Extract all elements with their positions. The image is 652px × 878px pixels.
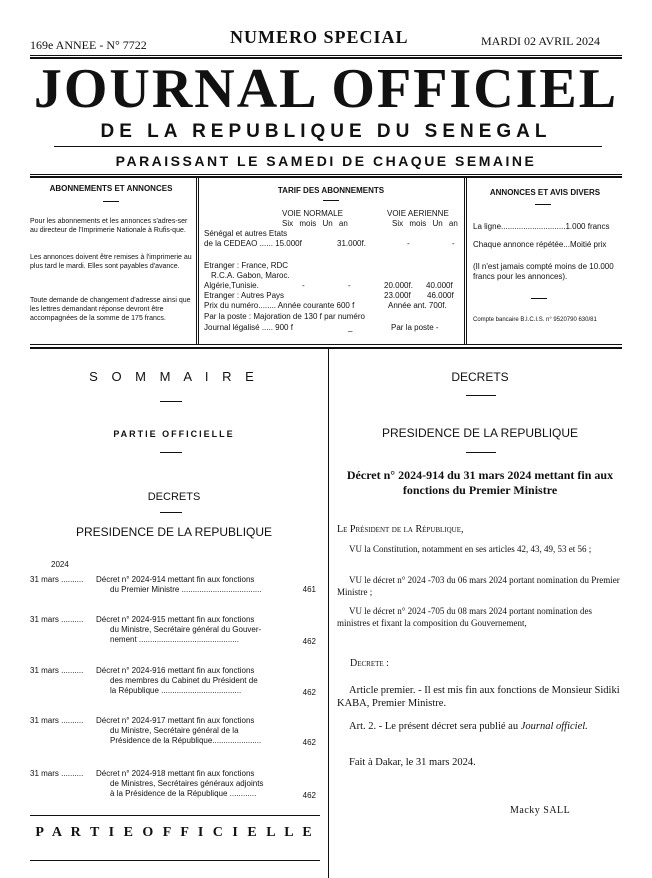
article-2 [337,720,627,733]
tarif-row3-v2: 46.000f [427,291,454,300]
partie-bottom-rule [30,860,320,861]
tarif-row5-label: Par la poste : Majoration de 130 f par numéro [204,312,365,321]
partie-officielle-footer: P A R T I E O F F I C I E L L E [35,825,315,840]
info-bottom-rule-2 [30,347,622,349]
right-dash-1 [466,395,496,396]
journal-title: JOURNAL OFFICIEL [33,58,619,120]
entry-page: 462 [302,791,316,800]
abonnements-heading: ABONNEMENTS ET ANNONCES [49,184,173,193]
tarif-row2-v1: 20.000f. [384,281,413,290]
top-rule [30,55,622,56]
sommaire-presidence: PRESIDENCE DE LA REPUBLIQUE [75,525,273,539]
entry-line1: Décret n° 2024-916 mettant fin aux fonctions [96,666,255,675]
column-divider [328,349,329,878]
sommaire-entry[interactable] [30,716,318,750]
partie-top-rule [30,815,320,816]
annonces-dash [535,204,551,205]
decret-title: Décret n° 2024-914 du 31 mars 2024 mettant fin aux fonctions du Premier Ministre [346,468,614,497]
decrete-label: Decrete : [350,658,389,669]
issue-date: MARDI 02 AVRIL 2024 [481,34,601,48]
annonces-dash-2 [531,298,547,299]
sommaire-dash [160,401,182,402]
entry-date: 31 mars .......... [30,769,84,778]
sommaire-dash-3 [160,512,182,513]
entry-date: 31 mars .......... [30,716,84,725]
sommaire-entry[interactable] [30,666,318,700]
entry-line2: des membres du Cabinet du Président de [110,676,258,685]
tarif-row6-dash: _ [348,323,353,332]
entry-line3: Présidence de la République...................... [110,736,262,745]
right-presidence: PRESIDENCE DE LA REPUBLIQUE [381,426,579,440]
right-dash-2 [466,452,496,453]
entry-line1: Décret n° 2024-915 mettant fin aux fonctions [96,615,255,624]
journal-subtitle: DE LA REPUBLIQUE DU SENEGAL [100,121,552,142]
entry-line2: du Ministre, Secrétaire général du Gouver- [110,625,262,634]
entry-date: 31 mars .......... [30,615,84,624]
vu-1: VU la Constitution, notamment en ses articles 42, 43, 49, 53 et 56 ; [349,544,592,554]
article-1: Article premier. - Il est mis fin aux fonctions de Monsieur Sidiki KABA, Premier Ministre. [337,685,620,709]
entry-line2: de Ministres, Secrétaires généraux adjoints [110,779,264,788]
entry-page: 462 [302,637,316,646]
article-2-text: Art. 2. - Le présent décret sera publié au [349,721,521,732]
entry-line3: à la Présidence de la République ............ [110,789,257,798]
sommaire-entry[interactable] [30,769,318,803]
tarif-row3-label: Etranger : Autres Pays [204,291,285,300]
tarif-row1-dash1: - [407,239,410,248]
entry-page: 462 [302,738,316,747]
abonnements-p3: Toute demande de changement d'adresse ainsi que les lettres demandant réponse devront être accompagnées de la somme de 175 francs. [30,297,191,322]
vu-3: VU le décret n° 2024 -705 du 08 mars 2024 portant nomination des ministres et fixant la composition du Gouvernement, [337,606,593,628]
abonnements-p2: Les annonces doivent être remises à l'imprimerie au plus tard le mardi. Elles sont payables d'avance. [30,254,192,270]
tarif-col-normale: VOIE NORMALE [282,209,343,218]
tarif-row3-v1: 23.000f [384,291,411,300]
tarif-col-aerienne: VOIE AERIENNE [387,209,449,218]
entry-line2: du Premier Ministre .................................... [110,585,262,594]
sommaire-entry[interactable] [30,575,318,607]
subtitle-rule [54,146,602,147]
tarif-row2b-label: R.C.A. Gabon, Maroc. [211,271,290,280]
sommaire-year: 2024 [51,560,69,569]
sommaire-decrets: DECRETS [147,491,201,503]
right-decrets: DECRETS [451,370,509,384]
tarif-sub-aerienne: Six mois Un an [392,219,458,228]
entry-page: 462 [302,688,316,697]
signature: Macky SALL [510,805,571,816]
annonces-ligne: La ligne.............................1.000 francs [473,222,610,231]
tarif-row2-label: Etranger : France, RDC [204,261,289,270]
tarif-row2-v2: 40.000f [426,281,453,290]
entry-date: 31 mars .......... [30,575,84,584]
tarif-row1-value: 31.000f. [337,239,366,248]
info-divider-1b [198,178,199,344]
annonces-compte: Compte bancaire B.I.C.I.S. n° 9520790 630/81 [473,317,597,323]
tarif-row6-label: Journal légalisé ..... 900 f [204,323,293,332]
issue-number: 169e ANNEE - N° 7722 [30,38,147,52]
annonces-repetee: Chaque annonce répétée...Moitié prix [473,240,607,249]
tarif-row2c-label: Algérie,Tunisie. [204,281,259,290]
sommaire-entry[interactable] [30,615,318,649]
info-bottom-rule-1 [30,344,622,345]
entry-line1: Décret n° 2024-914 mettant fin aux fonctions [96,575,255,584]
entry-date: 31 mars .......... [30,666,84,675]
info-divider-2b [466,178,467,344]
masthead-rule-2 [30,176,622,178]
special-issue-label: NUMERO SPECIAL [230,27,409,47]
tarif-heading: TARIF DES ABONNEMENTS [277,186,385,195]
annonces-heading: ANNONCES ET AVIS DIVERS [489,188,601,197]
entry-line3: la République .................................... [110,686,242,695]
tarif-dash [323,200,339,201]
vu-2: VU le décret n° 2024 -703 du 06 mars 2024 portant nomination du Premier Ministre ; [337,575,620,597]
annonces-note: (Il n'est jamais compté moins de 10.000 francs pour les annonces). [473,262,614,281]
tarif-sub-normale: Six mois Un an [282,219,348,228]
president-line: Le Président de la République, [337,524,464,535]
info-divider-1 [196,178,197,344]
tarif-row2-dash1: - [302,281,305,290]
article-2-journal: Journal officiel. [520,721,588,732]
abonnements-p1: Pour les abonnements et les annonces s'adres-ser au directeur de l'Imprimerie Nationale à Rufis-que. [30,218,188,234]
sommaire-title: S O M M A I R E [89,369,259,384]
entry-line1: Décret n° 2024-918 mettant fin aux fonctions [96,769,255,778]
entry-page: 461 [302,585,316,594]
tarif-row4-right: Année ant. 700f. [388,301,447,310]
sommaire-partie: PARTIE OFFICIELLE [113,429,235,439]
abonnements-dash [103,201,119,202]
info-divider-2 [464,178,465,344]
fait-a-dakar: Fait à Dakar, le 31 mars 2024. [349,757,476,768]
entry-line3: nement ............................................. [110,635,239,644]
tarif-row2-dash2: - [348,281,351,290]
entry-line1: Décret n° 2024-917 mettant fin aux fonctions [96,716,255,725]
tarif-row6-right: Par la poste - [391,323,439,332]
tarif-row1-label: Sénégal et autres Etats [204,229,288,238]
entry-line2: du Ministre, Secrétaire général de la [110,726,239,735]
publication-frequency: PARAISSANT LE SAMEDI DE CHAQUE SEMAINE [115,153,537,169]
sommaire-dash-2 [160,452,182,453]
tarif-row1b-label: de la CEDEAO ...... 15.000f [204,239,302,248]
tarif-row1-dash2: - [452,239,455,248]
masthead-rule-1 [30,174,622,175]
tarif-row4-label: Prix du numéro........ Année courante 600 f [204,301,355,310]
